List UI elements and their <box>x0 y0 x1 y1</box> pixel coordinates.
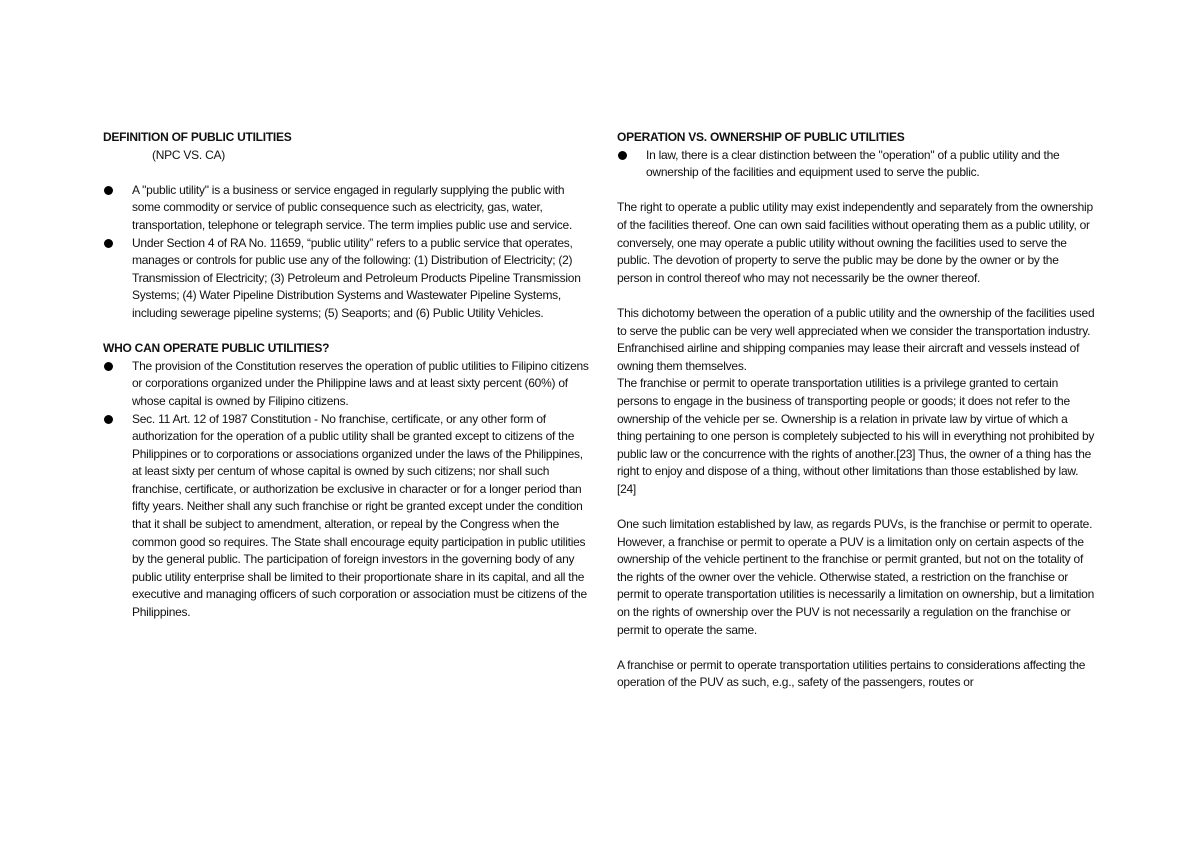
paragraph: A franchise or permit to operate transportation utilities pertains to considerations affecting the operation of the PUV as such, e.g., safety of the passengers, routes or <box>617 657 1086 690</box>
section-heading-who-can-operate: WHO CAN OPERATE PUBLIC UTILITIES? <box>103 341 330 356</box>
bullet-item <box>617 147 1095 182</box>
section-heading-definition: DEFINITION OF PUBLIC UTILITIES <box>103 130 292 144</box>
bullet-item <box>103 358 591 411</box>
bullet-text: The provision of the Constitution reserves the operation of public utilities to Filipino citizens or corporations organized under the Philippine laws and at least sixty percent (60%) of whose capital is owned by Filipino citizens. <box>132 358 589 408</box>
operation-bullet-list <box>617 147 1095 182</box>
section-subheading-case: (NPC VS. CA) <box>152 147 226 162</box>
blank-line <box>617 182 1095 200</box>
bullet-icon <box>104 362 113 371</box>
left-column <box>103 129 591 622</box>
bullet-item <box>103 411 591 622</box>
right-column <box>617 129 1095 692</box>
blank-line <box>617 498 1095 516</box>
bullet-icon <box>618 151 627 160</box>
paragraph: One such limitation established by law, as regards PUVs, is the franchise or permit to operate. However, a franchise or permit to operate a PUV is a limitation only on certain aspects of the ownership of the vehicle pertinent to the franchise or permit granted, but not on the totality of the rights of the owner over the vehicle. Otherwise stated, a restriction on the franchise or permit to operate transportation utilities is necessarily a limitation on ownership, but a limitation on the rights of ownership over the PUV is not necessarily a regulation on the franchise or permit to operate the same. <box>617 517 1094 637</box>
bullet-text: A "public utility" is a business or service engaged in regularly supplying the public with some commodity or service of public consequence such as electricity, gas, water, transportation, telephone or telegraph service. The term implies public use and service. <box>132 182 573 232</box>
bullet-text: Sec. 11 Art. 12 of 1987 Constitution - No franchise, certificate, or any other form of authorization for the operation of a public utility shall be granted except to citizens of the Philippines or to corporations or associations organized under the laws of the Philippines, at least sixty per centum of whose capital is owned by such citizens; nor shall such franchise, certificate, or authorization be exclusive in character or for a longer period than fifty years. Neither shall any such franchise or right be granted except under the condition that it shall be subject to amendment, alteration, or repeal by the Congress when the common good so requires. The State shall encourage equity participation in public utilities by the general public. The participation of foreign investors in the governing body of any public utility enterprise shall be limited to their proportionate share in its capital, and all the executive and managing officers of such corporation or association must be citizens of the Philippines. <box>132 411 587 620</box>
paragraph: This dichotomy between the operation of a public utility and the ownership of the facilities used to serve the public can be very well appreciated when we consider the transportation industry. Enfranchised airline and shipping companies may lease their aircraft and vessels instead of owning them themselves. <box>617 305 1095 373</box>
who-can-operate-bullet-list <box>103 358 591 622</box>
section-heading-operation-vs-ownership: OPERATION VS. OWNERSHIP OF PUBLIC UTILITIES <box>617 130 905 144</box>
bullet-icon <box>104 415 113 424</box>
definition-bullet-list <box>103 182 591 323</box>
paragraph: The right to operate a public utility may exist independently and separately from the ownership of the facilities thereof. One can own said facilities without operating them as a public utility, or conversely, one may operate a public utility without owning the facilities used to serve the public. The devotion of property to serve the public may be done by the owner or by the person in control thereof who may not necessarily be the owner thereof. <box>617 200 1093 285</box>
blank-line <box>103 164 591 182</box>
blank-line <box>103 323 591 341</box>
bullet-icon <box>104 239 113 248</box>
paragraph: The franchise or permit to operate transportation utilities is a privilege granted to certain persons to engage in the business of transporting people or goods; it does not refer to the ownership of the vehicle per se. Ownership is a relation in private law by virtue of which a thing pertaining to one person is completely subjected to his will in everything not prohibited by public law or the concurrence with the rights of another.[23] Thus, the owner of a thing has the right to enjoy and dispose of a thing, without other limitations than those established by law.[24] <box>617 376 1095 496</box>
bullet-item <box>103 182 591 235</box>
bullet-icon <box>104 186 113 195</box>
bullet-text: Under Section 4 of RA No. 11659, “public utility” refers to a public service that operates, manages or controls for public use any of the following: (1) Distribution of Electricity; (2) Transmission of Electricity; (3) Petroleum and Petroleum Products Pipeline Transmission Systems; (4) Water Pipeline Distribution Systems and Wastewater Pipeline Systems, including sewerage pipeline systems; (5) Seaports; and (6) Public Utility Vehicles. <box>132 235 581 320</box>
blank-line <box>617 639 1095 657</box>
bullet-item <box>103 235 591 323</box>
bullet-text: In law, there is a clear distinction between the "operation" of a public utility and the ownership of the facilities and equipment used to serve the public. <box>646 147 1060 180</box>
blank-line <box>617 287 1095 305</box>
